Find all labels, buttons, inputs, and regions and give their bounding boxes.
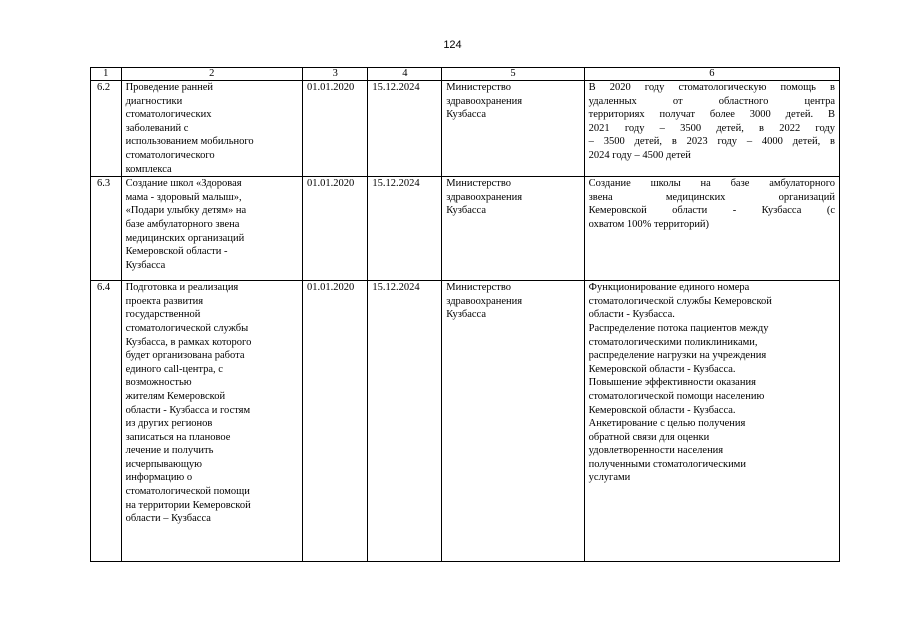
table-row (91, 81, 840, 177)
cell-text-line: Анкетирование с целью получения (588, 418, 746, 430)
cell-text-line: услугами (588, 472, 631, 484)
cell-text-line: здравоохранения (446, 95, 523, 107)
cell-text-line: государственной (125, 309, 201, 321)
end-date: 15.12.2024 (368, 281, 442, 562)
start-date: 01.01.2020 (303, 177, 368, 281)
cell-text-line: стоматологической службы (125, 322, 249, 334)
cell-text-line: 2024 году – 4500 детей (588, 149, 691, 161)
cell-text-line: Повышение эффективности оказания (588, 377, 756, 389)
cell-text-line: Подготовка и реализация (125, 282, 239, 294)
activity-cell (121, 81, 302, 177)
cell-text-line: на территории Кемеровской (125, 499, 251, 511)
end-date: 15.12.2024 (368, 177, 442, 281)
cell-text-line: Министерство (446, 282, 511, 294)
header-cell: 4 (368, 68, 442, 81)
cell-text-line: стоматологическими поликлиниками, (588, 336, 758, 348)
cell-text-line: В 2020 году стоматологическую помощь в (588, 82, 835, 93)
result-cell (584, 81, 839, 177)
cell-text-line: Распределение потока пациентов между (588, 322, 769, 334)
cell-text-line: стоматологического (125, 149, 215, 161)
result-cell (584, 177, 839, 281)
cell-text-line: полученными стоматологическими (588, 458, 746, 470)
end-date: 15.12.2024 (368, 81, 442, 177)
cell-text-line: стоматологической службы Кемеровской (588, 295, 772, 307)
cell-text-line: 2021 году – 3500 детей, в 2022 году (588, 122, 835, 134)
header-cell: 1 (91, 68, 122, 81)
cell-text-line: территориях получат более 3000 детей. В (588, 109, 835, 121)
cell-text-line: области - Кузбасса и гостям (125, 404, 251, 416)
cell-text-line: Кемеровской области - Кузбасса. (588, 404, 736, 416)
cell-text-line: базе амбулаторного звена (125, 218, 240, 230)
cell-text-line: Кузбасса (125, 259, 166, 271)
cell-text-line: медицинских организаций (125, 232, 245, 244)
cell-text-line: исчерпывающую (125, 458, 203, 470)
table-row (91, 177, 840, 281)
header-cell: 6 (584, 68, 839, 81)
cell-text-line: диагностики (125, 95, 183, 107)
header-cell: 2 (121, 68, 302, 81)
cell-text-line: Кемеровской области - (125, 246, 228, 258)
activity-cell (121, 281, 302, 562)
cell-text-line: области - Кузбасса. (588, 309, 675, 321)
cell-text-line: здравоохранения (446, 295, 523, 307)
cell-text-line: Создание школы на базе амбулаторного (588, 178, 835, 190)
cell-text-line: проекта развития (125, 295, 204, 307)
start-date: 01.01.2020 (303, 281, 368, 562)
cell-text-line: мама - здоровый малыш», (125, 191, 242, 203)
cell-text-line: будет организована работа (125, 350, 245, 362)
page-number: 124 (443, 39, 462, 51)
cell-text-line: Функционирование единого номера (588, 282, 750, 294)
cell-text-line: удаленных от областного центра (588, 95, 835, 107)
cell-text-line: лечение и получить (125, 445, 214, 457)
cell-text-line: Министерство (446, 178, 511, 190)
cell-text-line: стоматологической помощи населению (588, 390, 765, 402)
cell-text-line: «Подари улыбку детям» на (125, 205, 247, 217)
cell-text-line: Кемеровской области - Кузбасса (с (588, 205, 835, 217)
cell-text-line: звена медицинских организаций (588, 191, 835, 203)
cell-text-line: Кузбасса (446, 109, 486, 121)
cell-text-line: Кузбасса (446, 309, 486, 321)
table-header-row (91, 68, 840, 81)
cell-text-line: стоматологических (125, 109, 212, 121)
cell-text-line: Кемеровской области - Кузбасса. (588, 363, 736, 375)
result-cell (584, 281, 839, 562)
cell-text-line: Кузбасса, в рамках которого (125, 336, 252, 348)
cell-text-line: использованием мобильного (125, 136, 254, 148)
cell-text-line: охватом 100% территорий) (588, 218, 710, 230)
cell-text-line: области – Кузбасса (125, 513, 211, 525)
row-number: 6.3 (91, 177, 122, 281)
activity-cell (121, 177, 302, 281)
cell-text-line: стоматологической помощи (125, 486, 250, 498)
cell-text-line: распределение нагрузки на учреждения (588, 350, 767, 362)
cell-text-line: – 3500 детей, в 2023 году – 4000 детей, в (588, 136, 835, 148)
cell-text-line: записаться на плановое (125, 431, 231, 443)
cell-text-line: возможностью (125, 377, 192, 389)
cell-text-line: единого call-центра, с (125, 363, 223, 375)
table-row (91, 281, 840, 562)
header-cell: 5 (442, 68, 584, 81)
start-date: 01.01.2020 (303, 81, 368, 177)
cell-text-line: комплекса (125, 163, 172, 175)
row-number: 6.4 (91, 281, 122, 562)
cell-text-line: удовлетворенности населения (588, 445, 724, 457)
cell-text-line: здравоохранения (446, 191, 523, 203)
cell-text-line: информацию о (125, 472, 193, 484)
cell-text-line: Министерство (446, 82, 511, 93)
cell-text-line: Создание школ «Здоровая (125, 178, 242, 190)
cell-text-line: обратной связи для оценки (588, 431, 710, 443)
cell-text-line: Кузбасса (446, 205, 486, 217)
executor-cell (442, 177, 584, 281)
cell-text-line: жителям Кемеровской (125, 390, 226, 402)
row-number: 6.2 (91, 81, 122, 177)
executor-cell (442, 81, 584, 177)
cell-text-line: из других регионов (125, 418, 213, 430)
header-cell: 3 (303, 68, 368, 81)
activities-table (90, 67, 840, 562)
cell-text-line: Проведение ранней (125, 82, 214, 93)
cell-text-line: заболеваний с (125, 122, 189, 134)
executor-cell (442, 281, 584, 562)
